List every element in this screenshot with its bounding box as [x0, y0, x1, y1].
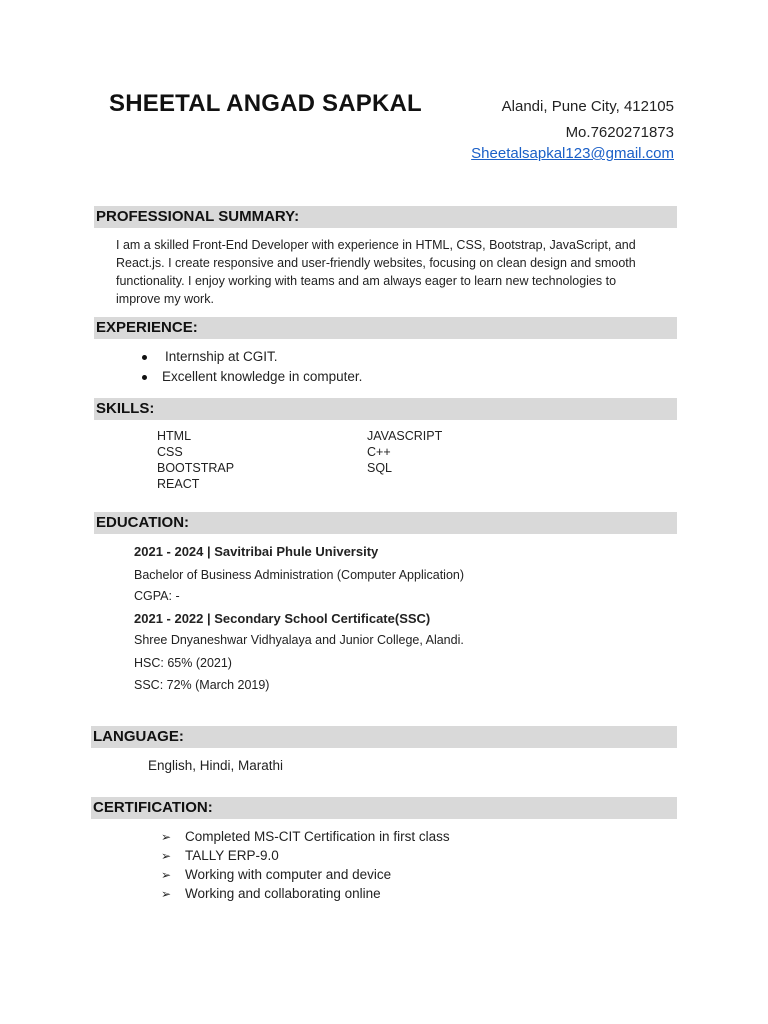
- certification-item: [161, 848, 279, 863]
- email-link[interactable]: Sheetalsapkal123@gmail.com: [471, 145, 674, 162]
- degree-title: 2021 - 2024 | Savitribai Phule University: [134, 544, 379, 559]
- arrow-bullet-icon: ➢: [161, 887, 172, 901]
- experience-item-text: Excellent knowledge in computer.: [162, 369, 363, 384]
- certification-item: [161, 867, 391, 882]
- skill-item: HTML: [157, 429, 192, 443]
- section-bar-education: [94, 512, 677, 534]
- section-heading-experience: EXPERIENCE:: [96, 319, 198, 336]
- phone-number: Mo.7620271873: [565, 124, 674, 141]
- section-heading-language: LANGUAGE:: [93, 728, 184, 745]
- resume-name: SHEETAL ANGAD SAPKAL: [109, 90, 422, 117]
- degree-name: Bachelor of Business Administration (Computer Application): [134, 568, 465, 582]
- certification-item-text: Working with computer and device: [185, 867, 392, 882]
- arrow-bullet-icon: ➢: [161, 830, 172, 844]
- section-bar-summary: [94, 206, 677, 228]
- experience-item-text: Internship at CGIT.: [165, 349, 278, 364]
- skill-item: SQL: [367, 461, 393, 475]
- summary-text: [116, 236, 661, 308]
- school-name: Shree Dnyaneshwar Vidhyalaya and Junior College, Alandi.: [134, 633, 464, 647]
- skill-item: CSS: [157, 445, 183, 459]
- bullet-icon: [142, 355, 147, 360]
- skill-item: C++: [367, 445, 391, 459]
- address: Alandi, Pune City, 412105: [501, 98, 674, 115]
- section-heading-summary: PROFESSIONAL SUMMARY:: [96, 208, 300, 225]
- section-heading-certification: CERTIFICATION:: [93, 799, 213, 816]
- skill-item: BOOTSTRAP: [157, 461, 235, 475]
- section-heading-skills: SKILLS:: [96, 400, 155, 417]
- arrow-bullet-icon: ➢: [161, 849, 172, 863]
- cgpa: CGPA: -: [134, 589, 180, 603]
- experience-item: [142, 369, 362, 384]
- section-bar-language: [91, 726, 677, 748]
- section-bar-experience: [94, 317, 677, 339]
- hsc-score: HSC: 65% (2021): [134, 656, 232, 670]
- section-bar-skills: [94, 398, 677, 420]
- arrow-bullet-icon: ➢: [161, 868, 172, 882]
- certification-item: [161, 886, 381, 901]
- certification-item-text: Completed MS-CIT Certification in first class: [185, 829, 450, 844]
- summary-line: I am a skilled Front-End Developer with experience in HTML, CSS, Bootstrap, JavaScript, and: [116, 238, 636, 252]
- languages-text: English, Hindi, Marathi: [148, 758, 284, 773]
- skill-item: REACT: [157, 477, 200, 491]
- certification-item: [161, 829, 450, 844]
- certification-item-text: Working and collaborating online: [185, 886, 381, 901]
- bullet-icon: [142, 375, 147, 380]
- ssc-score: SSC: 72% (March 2019): [134, 678, 270, 692]
- school-title: 2021 - 2022 | Secondary School Certificate(SSC): [134, 611, 431, 626]
- experience-item: [142, 349, 278, 364]
- summary-line: functionality. I enjoy working with teams and am always eager to learn new technologies to: [116, 274, 617, 288]
- summary-line: improve my work.: [116, 292, 214, 306]
- section-heading-education: EDUCATION:: [96, 514, 190, 531]
- section-bar-certification: [91, 797, 677, 819]
- summary-line: React.js. I create responsive and user-friendly websites, focusing on clean design and smooth: [116, 256, 636, 270]
- certification-item-text: TALLY ERP-9.0: [185, 848, 279, 863]
- skill-item: JAVASCRIPT: [367, 429, 443, 443]
